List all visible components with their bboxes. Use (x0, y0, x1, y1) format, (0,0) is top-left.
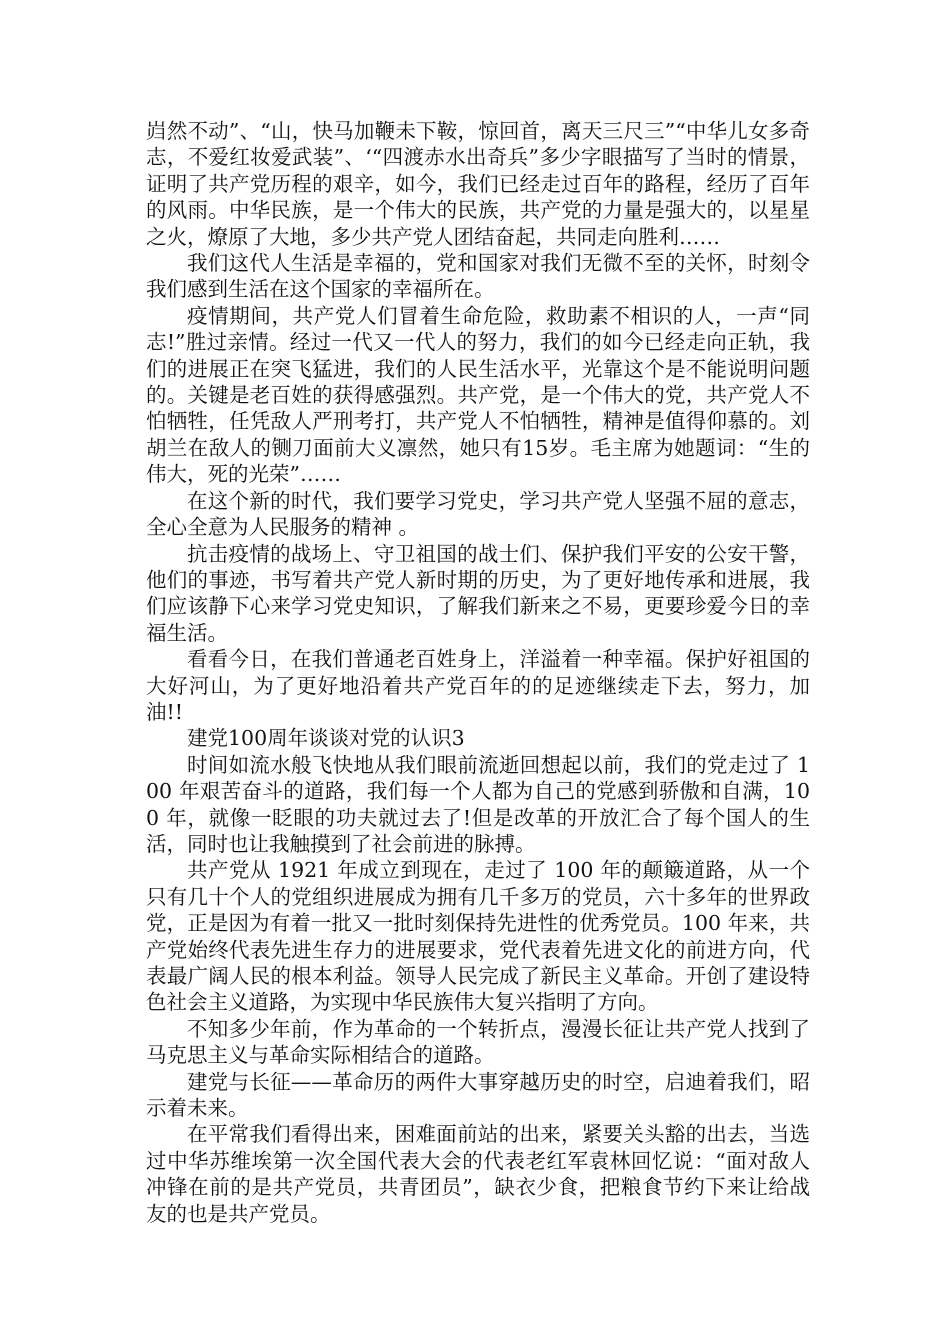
paragraph-2: 我们这代人生活是幸福的，党和国家对我们无微不至的关怀，时刻令我们感到生活在这个国家的幸福所在。 (146, 251, 810, 302)
paragraph-8: 时间如流水般飞快地从我们眼前流逝回想起以前，我们的党走过了 100 年艰苦奋斗的道路，我们每一个人都为自己的党感到骄傲和自满，100 年，就像一眨眼的功夫就过去了!但是改革的开放汇合了每个国人的生活，同时也让我触摸到了社会前进的脉搏。 (146, 752, 810, 856)
section-heading: 建党100周年谈谈对党的认识3 (187, 726, 465, 751)
document-body (146, 118, 810, 1227)
paragraph-4: 在这个新的时代，我们要学习党史，学习共产党人坚强不屈的意志，全心全意为人民服务的精神 。 (146, 488, 810, 540)
paragraph-6: 看看今日，在我们普通老百姓身上，洋溢着一种幸福。保护好祖国的大好河山，为了更好地沿着共产党百年的的足迹继续走下去，努力，加油!! (146, 647, 810, 724)
paragraph-1: 岿然不动”、“山，快马加鞭未下鞍，惊回首，离天三尺三”“中华儿女多奇志，不爱红妆爱武装”、‘“四渡赤水出奇兵”多少字眼描写了当时的情景，证明了共产党历程的艰辛，如今，我们已经走过百年的路程，经历了百年的风雨。中华民族，是一个伟大的民族，共产党的力量是强大的，以星星之火，燎原了大地，多少共产党人团结奋起，共同走向胜利…… (146, 119, 810, 249)
paragraph-10: 不知多少年前，作为革命的一个转折点，漫漫长征让共产党人找到了马克思主义与革命实际相结合的道路。 (146, 1016, 810, 1068)
paragraph-3: 疫情期间，共产党人们冒着生命危险，救助素不相识的人，一声“同志!”胜过亲情。经过一代又一代人的努力，我们的如今已经走向正轨，我们的进展正在突飞猛进，我们的人民生活水平，光靠这个是不能说明问题的。关键是老百姓的获得感强烈。共产党，是一个伟大的党，共产党人不怕牺牲，任凭敌人严刑考打，共产党人不怕牺牲，精神是值得仰慕的。刘胡兰在敌人的铡刀面前大义凛然，她只有15岁。毛主席为她题词：“生的伟大，死的光荣”…… (146, 303, 810, 487)
paragraph-11: 建党与长征——革命历的两件大事穿越历史的时空，启迪着我们，昭示着未来。 (146, 1069, 810, 1121)
paragraph-5: 抗击疫情的战场上、守卫祖国的战士们、保护我们平安的公安干警，他们的事迹，书写着共产党人新时期的历史，为了更好地传承和进展，我们应该静下心来学习党史知识，了解我们新来之不易，更要珍爱今日的幸福生活。 (146, 541, 810, 645)
paragraph-12: 在平常我们看得出来，困难面前站的出来，紧要关头豁的出去，当选过中华苏维埃第一次全国代表大会的代表老红军袁林回忆说：“面对敌人冲锋在前的是共产党员，共青团员”，缺衣少食，把粮食节约下来让给战友的也是共产党员。 (146, 1122, 810, 1226)
paragraph-9: 共产党从 1921 年成立到现在，走过了 100 年的颠簸道路，从一个只有几十个人的党组织进展成为拥有几千多万的党员，六十多年的世界政党，正是因为有着一批又一批时刻保持先进性的优秀党员。100 年来，共产党始终代表先进生存力的进展要求，党代表着先进文化的前进方向，代表最广阔人民的根本利益。领导人民完成了新民主义革命。开创了建设特色社会主义道路，为实现中华民族伟大复兴指明了方向。 (146, 858, 810, 1015)
